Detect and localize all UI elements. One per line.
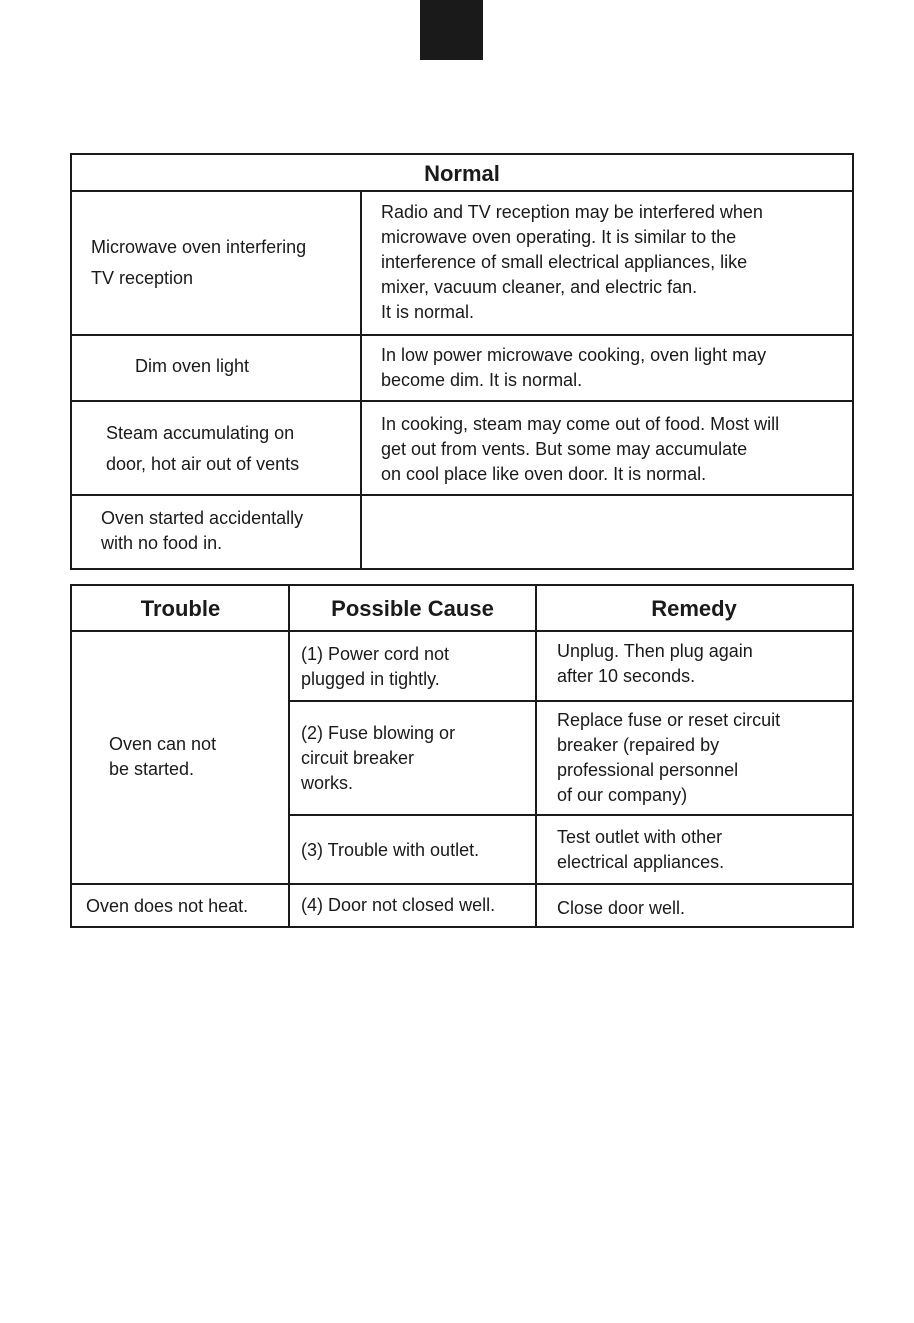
symptom-text: Microwave oven interfering TV reception xyxy=(91,237,307,288)
trouble-table xyxy=(70,584,854,928)
table-row xyxy=(72,336,852,402)
remedy-text: Test outlet with other electrical appliances. xyxy=(557,827,725,872)
cause-text: (2) Fuse blowing or circuit breaker works. xyxy=(301,723,456,793)
normal-table xyxy=(70,153,854,570)
explanation-cell xyxy=(362,496,852,568)
row-divider xyxy=(289,700,852,702)
symptom-text: Oven started accidentally with no food in. xyxy=(101,508,304,553)
explanation-cell xyxy=(362,402,852,494)
page-tab-marker xyxy=(420,0,483,60)
row-divider xyxy=(72,883,852,885)
cause-text: (4) Door not closed well. xyxy=(301,895,496,915)
symptom-text: Dim oven light xyxy=(135,356,250,376)
remedy-text: Unplug. Then plug again after 10 seconds. xyxy=(557,641,753,686)
row-divider xyxy=(289,814,852,816)
cause-text: (1) Power cord not plugged in tightly. xyxy=(301,644,450,689)
table-row xyxy=(72,402,852,496)
table-row xyxy=(72,496,852,568)
table-row xyxy=(72,192,852,336)
symptom-cell xyxy=(72,402,362,494)
explanation-text: Radio and TV reception may be interfered when microwave oven operating. It is similar to the interference of small electrical appliances, like mixer, vacuum cleaner, and electric fan. It is normal. xyxy=(381,202,763,322)
symptom-cell xyxy=(72,336,362,400)
column-divider xyxy=(288,586,290,926)
symptom-cell xyxy=(72,192,362,334)
explanation-text: In low power microwave cooking, oven light may become dim. It is normal. xyxy=(381,345,767,390)
cause-text: (3) Trouble with outlet. xyxy=(301,840,480,860)
header-remedy: Remedy xyxy=(536,586,852,632)
explanation-cell xyxy=(362,192,852,334)
explanation-text: In cooking, steam may come out of food. Most will get out from vents. But some may accumulate on cool place like oven door. It is normal. xyxy=(381,414,780,484)
trouble-text: Oven does not heat. xyxy=(86,896,249,916)
symptom-cell xyxy=(72,496,362,568)
remedy-text: Replace fuse or reset circuit breaker (repaired by professional personnel of our company) xyxy=(557,710,781,805)
column-divider xyxy=(535,586,537,926)
header-possible-cause: Possible Cause xyxy=(289,586,536,632)
explanation-cell xyxy=(362,336,852,400)
remedy-text: Close door well. xyxy=(557,898,686,918)
symptom-text: Steam accumulating on door, hot air out of vents xyxy=(106,423,300,474)
header-trouble: Trouble xyxy=(72,586,289,632)
normal-table-header: Normal xyxy=(72,155,852,192)
trouble-text: Oven can not be started. xyxy=(109,734,217,779)
